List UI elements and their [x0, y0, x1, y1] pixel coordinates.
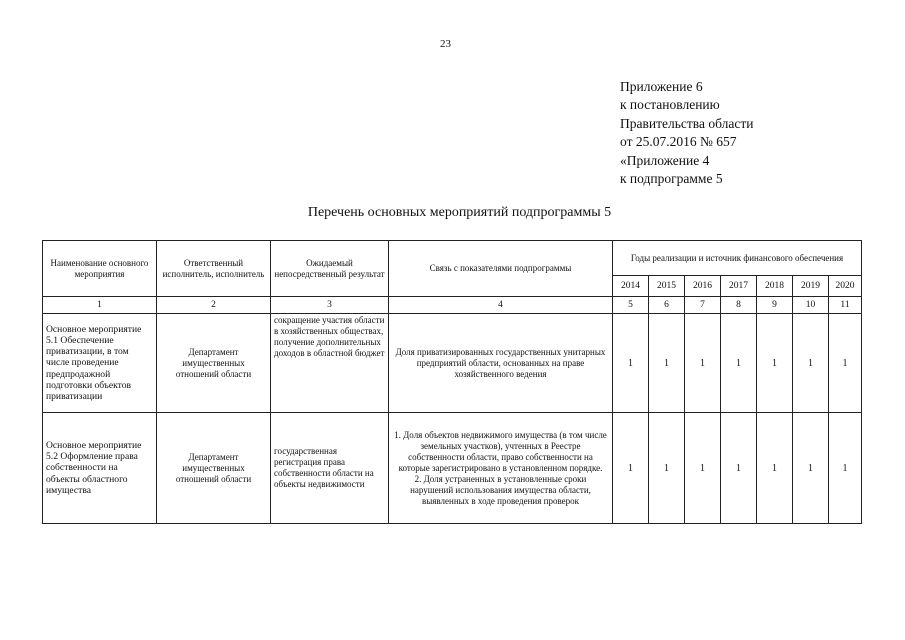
measure-name: Основное мероприятие 5.2 Оформление права собственности на объекты областного имущества [43, 413, 157, 524]
appendix-line: Правительства области [620, 115, 754, 131]
appendix-block [620, 78, 753, 188]
header-year: 2015 [649, 276, 685, 297]
year-value: 1 [757, 314, 793, 413]
year-value: 1 [757, 413, 793, 524]
column-number: 5 [613, 297, 649, 314]
measure-name: Основное мероприятие 5.1 Обеспечение приватизации, в том числе проведение предпродажной подготовки объектов приватизации [43, 314, 157, 413]
header-year: 2016 [685, 276, 721, 297]
column-number: 4 [389, 297, 613, 314]
header-result: Ожидаемый непосредственный результат [271, 241, 389, 297]
column-number: 11 [829, 297, 862, 314]
header-year: 2014 [613, 276, 649, 297]
appendix-line: Приложение 6 [620, 79, 703, 94]
year-value: 1 [613, 314, 649, 413]
year-value: 1 [829, 314, 862, 413]
document-title: Перечень основных мероприятий подпрограммы 5 [307, 205, 612, 220]
year-value: 1 [793, 413, 829, 524]
header-executor: Ответственный исполнитель, исполнитель [157, 241, 271, 297]
appendix-line: к постановлению [620, 97, 720, 113]
page-number: 23 [440, 38, 451, 50]
appendix-line: от 25.07.2016 № 657 [620, 134, 737, 150]
appendix-line: к подпрограмме 5 [620, 171, 723, 187]
column-number: 10 [793, 297, 829, 314]
table-row [43, 314, 862, 413]
column-number: 9 [757, 297, 793, 314]
column-number: 8 [721, 297, 757, 314]
year-value: 1 [649, 314, 685, 413]
year-value: 1 [613, 413, 649, 524]
year-value: 1 [829, 413, 862, 524]
column-number: 2 [157, 297, 271, 314]
header-name: Наименование основного мероприятия [43, 241, 157, 297]
measure-result: государственная регистрация права собственности области на объекты недвижимости [271, 413, 389, 524]
header-year: 2019 [793, 276, 829, 297]
year-value: 1 [685, 413, 721, 524]
column-number: 7 [685, 297, 721, 314]
header-years-group: Годы реализации и источник финансового обеспечения [613, 241, 862, 276]
year-value: 1 [649, 413, 685, 524]
column-number: 6 [649, 297, 685, 314]
measures-table [42, 240, 862, 524]
year-value: 1 [721, 314, 757, 413]
measure-link: 1. Доля объектов недвижимого имущества (в том числе земельных участков), учтенных в Реестре собственности области, право собственности на которые зарегистрировано в установленном порядке. 2. Доля устраненных в установленные сроки нарушений использования имущества области, выявленных в ходе проведения проверок [389, 413, 613, 524]
year-value: 1 [685, 314, 721, 413]
measure-result: сокращение участия области в хозяйственных обществах, получение дополнительных доходов в областной бюджет [271, 314, 389, 413]
measure-executor: Департамент имущественных отношений области [157, 413, 271, 524]
table-row [43, 413, 862, 524]
header-year: 2017 [721, 276, 757, 297]
column-number: 3 [271, 297, 389, 314]
header-year: 2018 [757, 276, 793, 297]
measure-link: Доля приватизированных государственных унитарных предприятий области, основанных на праве хозяйственного ведения [389, 314, 613, 413]
year-value: 1 [721, 413, 757, 524]
column-number: 1 [43, 297, 157, 314]
measure-executor: Департамент имущественных отношений области [157, 314, 271, 413]
appendix-line: «Приложение 4 [620, 152, 710, 168]
year-value: 1 [793, 314, 829, 413]
header-link: Связь с показателями подпрограммы [389, 241, 613, 297]
header-year: 2020 [829, 276, 862, 297]
